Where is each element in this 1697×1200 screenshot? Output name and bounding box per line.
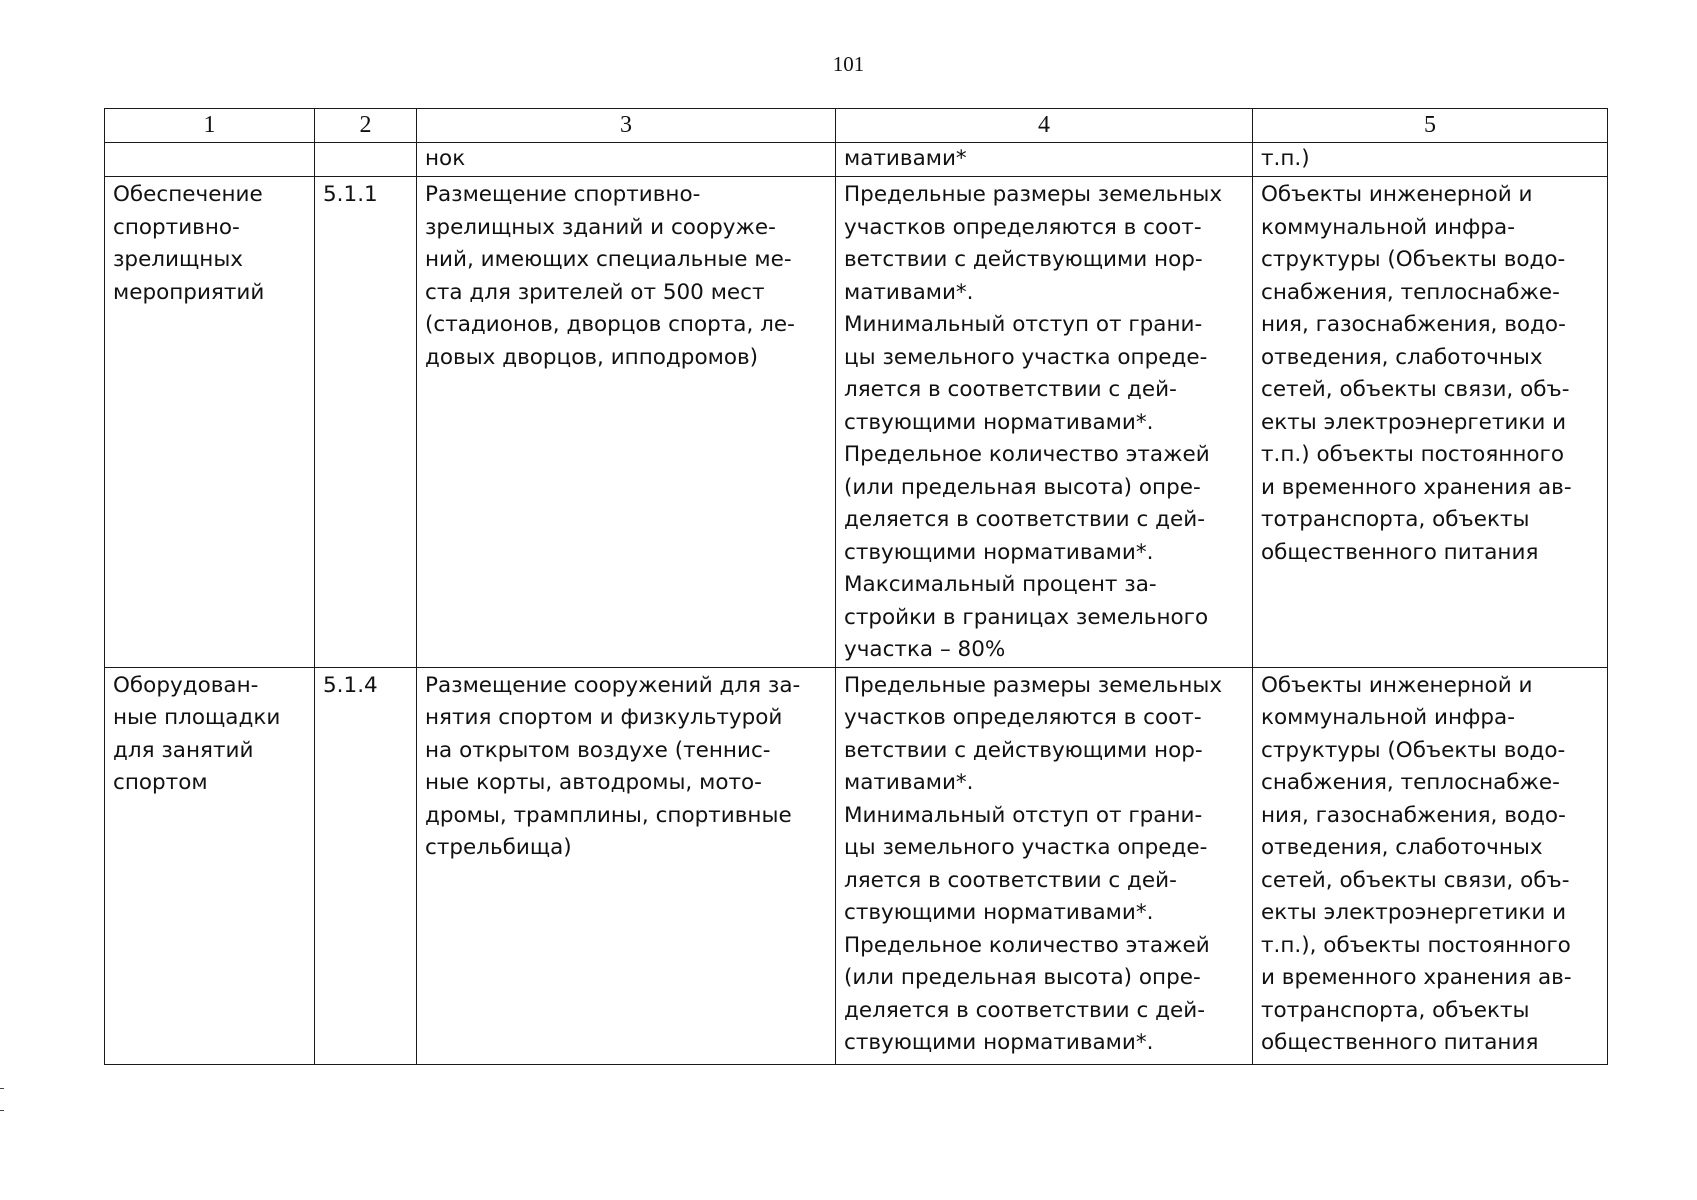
continuation-cell-2: [315, 143, 417, 177]
margin-mark: [0, 1088, 4, 1089]
header-col-3: 3: [417, 109, 836, 143]
header-col-2: 2: [315, 109, 417, 143]
continuation-cell-4: мативами*: [836, 143, 1253, 177]
continuation-cell-5: т.п.): [1253, 143, 1608, 177]
auxiliary-objects-cell: Объекты инженерной и коммунальной инфра- структуры (Объекты водо- снабжения, теплоснабже- ния, газоснабжения, водо- отведения, слаботочных сетей, объекты связи, объ- екты электроэнергетики и т.п.) объекты постоянного и временного хранения ав- тотранспорта, объекты общественного питания: [1253, 177, 1608, 668]
use-name-cell: Оборудован- ные площадки для занятий спортом: [105, 667, 315, 1064]
header-col-4: 4: [836, 109, 1253, 143]
continuation-cell-1: [105, 143, 315, 177]
use-code-cell: 5.1.1: [315, 177, 417, 668]
table-row: [105, 667, 1608, 1064]
header-col-5: 5: [1253, 109, 1608, 143]
use-code-cell: 5.1.4: [315, 667, 417, 1064]
continuation-row: [105, 143, 1608, 177]
use-name-cell: Обеспечение спортивно- зрелищных мероприятий: [105, 177, 315, 668]
table-header-row: [105, 109, 1608, 143]
table-row: [105, 177, 1608, 668]
use-description-cell: Размещение спортивно- зрелищных зданий и сооруже- ний, имеющих специальные ме- ста для зрителей от 500 мест (стадионов, дворцов спорта, ле- довых дворцов, ипподромов): [417, 177, 836, 668]
header-col-1: 1: [105, 109, 315, 143]
land-use-table: [104, 108, 1608, 1065]
page-number: 101: [832, 52, 865, 76]
continuation-cell-3: нок: [417, 143, 836, 177]
margin-mark: [0, 1110, 4, 1111]
use-parameters-cell: Предельные размеры земельных участков определяются в соот- ветствии с действующими нор- мативами*. Минимальный отступ от грани- цы земельного участка опреде- ляется в соответствии с дей- ствующими нормативами*. Предельное количество этажей (или предельная высота) опре- деляется в соответствии с дей- ствующими нормативами*.: [836, 667, 1253, 1064]
auxiliary-objects-cell: Объекты инженерной и коммунальной инфра- структуры (Объекты водо- снабжения, теплоснабже- ния, газоснабжения, водо- отведения, слаботочных сетей, объекты связи, объ- екты электроэнергетики и т.п.), объекты постоянного и временного хранения ав- тотранспорта, объекты общественного питания: [1253, 667, 1608, 1064]
use-description-cell: Размещение сооружений для за- нятия спортом и физкультурой на открытом воздухе (теннис- ные корты, автодромы, мото- дромы, трамплины, спортивные стрельбища): [417, 667, 836, 1064]
use-parameters-cell: Предельные размеры земельных участков определяются в соот- ветствии с действующими нор- мативами*. Минимальный отступ от грани- цы земельного участка опреде- ляется в соответствии с дей- ствующими нормативами*. Предельное количество этажей (или предельная высота) опре- деляется в соответствии с дей- ствующими нормативами*. Максимальный процент за- стройки в границах земельного участка – 80%: [836, 177, 1253, 668]
